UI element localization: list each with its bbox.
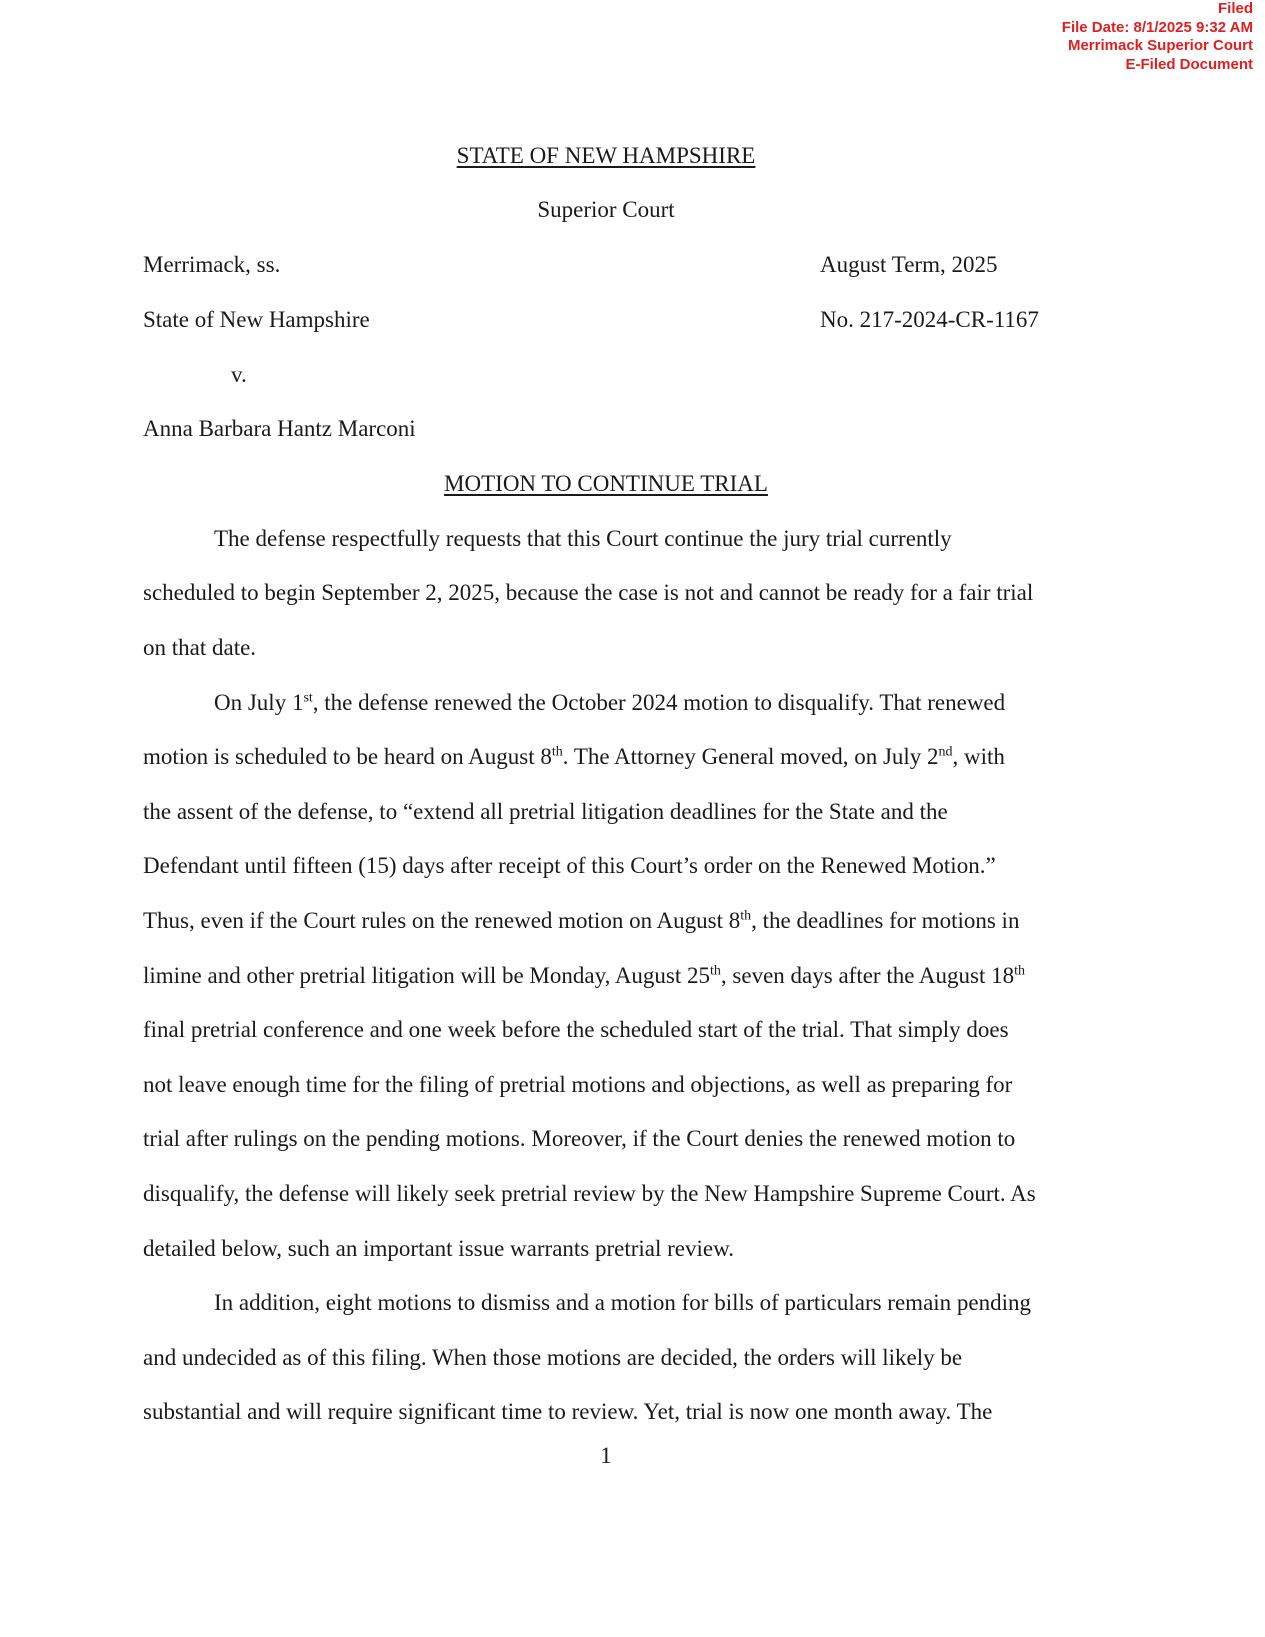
stamp-filed: Filed <box>1217 0 1253 17</box>
stamp-efiled: E-Filed Document <box>1125 55 1253 73</box>
text-line: detailed below, such an important issue warrants pretrial review. <box>143 1236 734 1261</box>
text-line: trial after rulings on the pending motions. Moreover, if the Court denies the renewed motion to <box>143 1126 1016 1151</box>
court-name: Superior Court <box>537 197 675 222</box>
text-line: and undecided as of this filing. When those motions are decided, the orders will likely be <box>143 1345 963 1370</box>
stamp-file-date: File Date: 8/1/2025 9:32 AM <box>1061 18 1253 36</box>
text-line: limine and other pretrial litigation will be Monday, August 25th, seven days after the August 18th <box>143 963 1025 988</box>
efiling-stamp <box>1062 0 1253 74</box>
text-line: Defendant until fifteen (15) days after receipt of this Court’s order on the Renewed Motion.” <box>143 853 996 878</box>
versus: v. <box>231 362 247 387</box>
text-line: On July 1st, the defense renewed the October 2024 motion to disqualify. That renewed <box>214 690 1006 715</box>
motion-title: MOTION TO CONTINUE TRIAL <box>444 471 768 496</box>
text-line: In addition, eight motions to dismiss and a motion for bills of particulars remain pending <box>214 1290 1032 1315</box>
plaintiff: State of New Hampshire <box>143 307 370 332</box>
docket-number: No. 217-2024-CR-1167 <box>820 307 1039 332</box>
text-line: The defense respectfully requests that this Court continue the jury trial currently <box>214 526 952 551</box>
text-line: not leave enough time for the filing of pretrial motions and objections, as well as preparing for <box>143 1072 1013 1097</box>
text-line: Thus, even if the Court rules on the renewed motion on August 8th, the deadlines for motions in <box>143 908 1020 933</box>
county: Merrimack, ss. <box>143 252 281 277</box>
term: August Term, 2025 <box>820 252 998 277</box>
text-line: substantial and will require significant time to review. Yet, trial is now one month away. The <box>143 1399 993 1424</box>
state-heading: STATE OF NEW HAMPSHIRE <box>456 143 756 168</box>
text-line: disqualify, the defense will likely seek pretrial review by the New Hampshire Supreme Court. As <box>143 1181 1036 1206</box>
text-line: scheduled to begin September 2, 2025, because the case is not and cannot be ready for a fair trial <box>143 580 1034 605</box>
page-number: 1 <box>600 1443 612 1468</box>
text-line: the assent of the defense, to “extend all pretrial litigation deadlines for the State and the <box>143 799 948 824</box>
text-line: motion is scheduled to be heard on August 8th. The Attorney General moved, on July 2nd, with <box>143 744 1005 769</box>
defendant: Anna Barbara Hantz Marconi <box>143 416 416 441</box>
text-line: final pretrial conference and one week before the scheduled start of the trial. That simply does <box>143 1017 1009 1042</box>
stamp-court: Merrimack Superior Court <box>1067 37 1253 54</box>
text-line: on that date. <box>143 635 257 660</box>
